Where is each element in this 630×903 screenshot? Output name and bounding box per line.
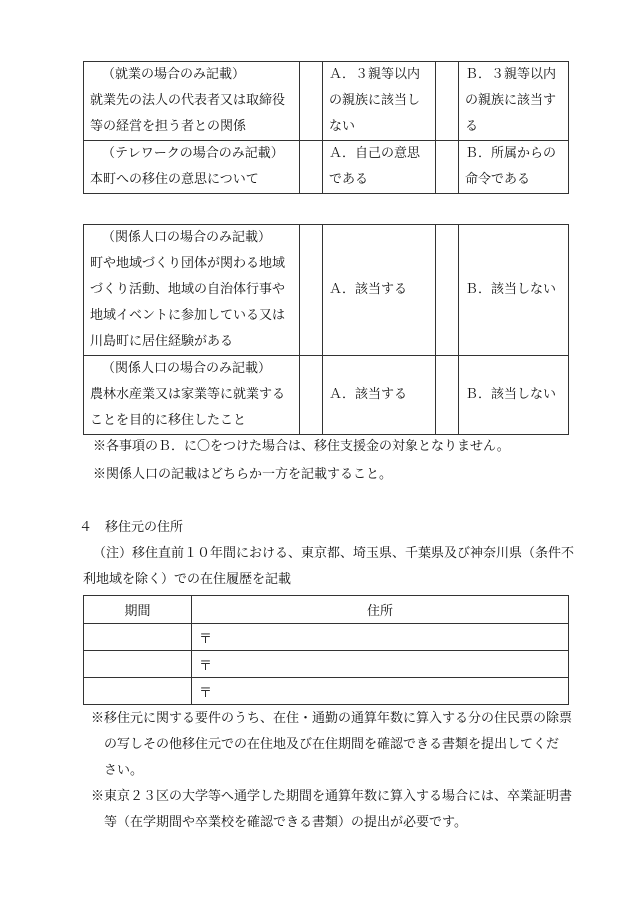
option-line: ない (329, 119, 356, 134)
option-a (323, 62, 436, 141)
question-line: ことを目的に移住したこと (90, 413, 247, 428)
question-line: （関係人口の場合のみ記載） (102, 361, 272, 376)
question-line: 等の経営を担う者との関係 (90, 119, 247, 134)
column-header-period: 期間 (84, 596, 192, 624)
table-row (84, 62, 569, 141)
check-cell-b[interactable] (436, 141, 459, 194)
option-line: Ａ．自己の意思 (329, 146, 421, 161)
question-related-population-activity (84, 225, 300, 356)
question-line: （テレワークの場合のみ記載） (102, 146, 284, 161)
address-field[interactable]: 〒 (192, 624, 569, 651)
section-note-line: 利地域を除く）での在住履歴を記載 (83, 572, 292, 587)
note-line: さい。 (104, 763, 144, 778)
eligibility-table-1 (83, 61, 569, 194)
section-note-line: （注）移住直前１０年間における、東京都、埼玉県、千葉県及び神奈川県（条件不 (93, 546, 575, 561)
address-field[interactable]: 〒 (192, 678, 569, 705)
table-row (84, 678, 569, 705)
check-cell-b[interactable] (436, 62, 459, 141)
period-field[interactable] (84, 651, 192, 678)
check-cell-a[interactable] (300, 225, 323, 356)
option-line: 命令である (465, 172, 531, 187)
option-line: Ｂ．該当しない (465, 387, 557, 402)
question-employment-relation (84, 62, 300, 141)
check-cell-a[interactable] (300, 62, 323, 141)
option-line: Ａ．該当する (329, 282, 408, 297)
option-b (459, 356, 569, 435)
question-line: 川島町に居住経験がある (90, 334, 234, 349)
question-line: （就業の場合のみ記載） (102, 67, 246, 82)
note-line: 等（在学期間や卒業校を確認できる書類）の提出が必要です。 (104, 815, 467, 830)
option-line: Ｂ．所属からの (465, 146, 557, 161)
note-line: ※移住元に関する要件のうち、在住・通勤の通算年数に算入する分の住民票の除票 (91, 711, 573, 726)
question-line: 町や地域づくり団体が関わる地域 (90, 256, 286, 271)
option-line: る (465, 119, 479, 134)
option-b (459, 225, 569, 356)
column-header-address: 住所 (192, 596, 569, 624)
eligibility-table-2 (83, 224, 569, 435)
question-line: 農林水産業又は家業等に就業する (90, 387, 286, 402)
note-line: ※東京２３区の大学等へ通学した期間を通算年数に算入する場合には、卒業証明書 (91, 789, 573, 804)
question-line: 本町への移住の意思について (90, 172, 259, 187)
question-line: 地域イベントに参加している又は (90, 308, 286, 323)
option-a (323, 141, 436, 194)
option-line: Ｂ．３親等以内 (465, 67, 557, 82)
option-line: である (329, 172, 369, 187)
option-line: Ｂ．該当しない (465, 282, 557, 297)
address-field[interactable]: 〒 (192, 651, 569, 678)
note-related-population: ※関係人口の記載はどちらか一方を記載すること。 (93, 467, 393, 482)
table-row (84, 624, 569, 651)
note-line: の写しその他移住元での在住地及び在住期間を確認できる書類を提出してくだ (104, 737, 560, 752)
table-row (84, 651, 569, 678)
question-related-population-agriculture (84, 356, 300, 435)
option-line: の親族に該当し (329, 93, 421, 108)
period-field[interactable] (84, 624, 192, 651)
note-option-b: ※各事項のＢ．に〇をつけた場合は、移住支援金の対象となりません。 (93, 439, 510, 454)
table-row (84, 356, 569, 435)
check-cell-a[interactable] (300, 141, 323, 194)
option-a (323, 225, 436, 356)
question-line: 就業先の法人の代表者又は取締役 (90, 93, 286, 108)
table-header-row (84, 596, 569, 624)
option-b (459, 62, 569, 141)
table-row (84, 141, 569, 194)
period-field[interactable] (84, 678, 192, 705)
option-line: Ａ．該当する (329, 387, 408, 402)
previous-address-table (83, 595, 569, 705)
check-cell-b[interactable] (436, 225, 459, 356)
question-line: （関係人口の場合のみ記載） (102, 230, 272, 245)
check-cell-b[interactable] (436, 356, 459, 435)
question-line: づくり活動、地域の自治体行事や (90, 282, 286, 297)
check-cell-a[interactable] (300, 356, 323, 435)
option-a (323, 356, 436, 435)
section-heading: ４ 移住元の住所 (79, 520, 184, 535)
question-telework-intent (84, 141, 300, 194)
option-line: の親族に該当す (465, 93, 557, 108)
table-row (84, 225, 569, 356)
option-b (459, 141, 569, 194)
option-line: Ａ．３親等以内 (329, 67, 421, 82)
